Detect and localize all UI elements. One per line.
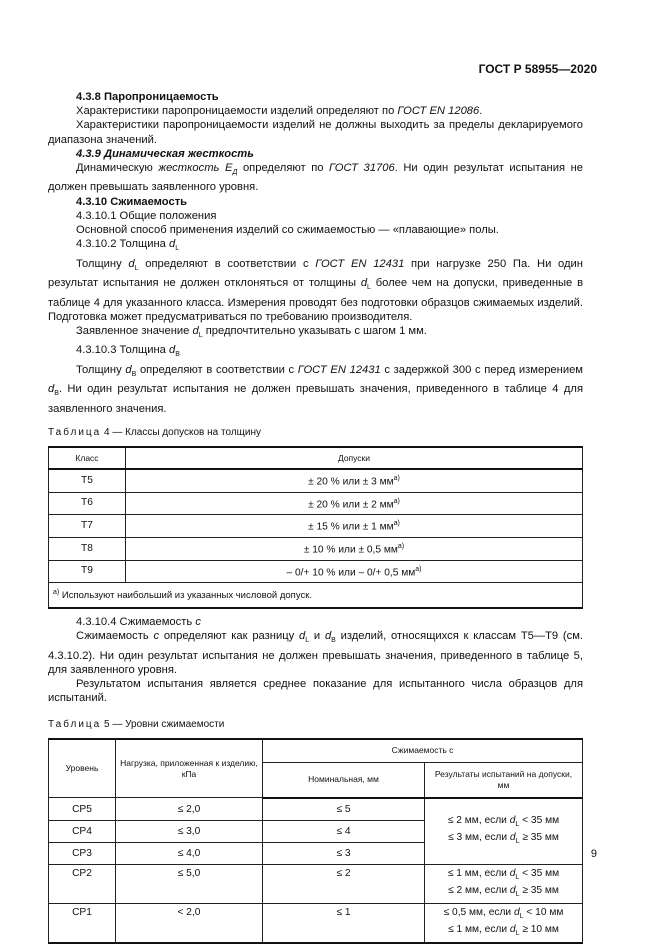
column-header-level: Уровень — [49, 739, 116, 798]
paragraph: Заявленное значение $d_L$ предпочтительно указывать с шагом 1 мм. — [76, 324, 427, 340]
column-header-compressibility: Сжимаемость c — [263, 739, 583, 763]
section-title-4-3-10: 4.3.10 Сжимаемость — [76, 195, 188, 208]
column-header-class: Класс — [49, 447, 126, 469]
column-header-load: Нагрузка, приложенная к изделию, кПа — [116, 739, 263, 798]
table-row: T6 ± 20 % или ± 2 $мм^{а)}$ — [49, 492, 583, 515]
tolerance-cell: ≤ 0,5 мм, если $d_L < 10$ мм ≤ 1 мм, если $d_L \ge 10$ мм — [425, 903, 583, 943]
paragraph: Характеристики паропроницаемости изделий определяют по ГОСТ EN 12086. — [76, 105, 483, 118]
table-row: CP1 < 2,0 ≤ 1 ≤ 0,5 мм, если $d_L < 10$ мм ≤ 1 мм, если $d_L \ge 10$ мм — [49, 903, 583, 943]
table-row: CP3 ≤ 4,0 ≤ 3 — [49, 842, 583, 864]
table-row: T7 ± 15 % или ± 1 $мм^{а)}$ — [49, 515, 583, 538]
paragraph: Сжимаемость c определяют как разницу $d_L$ и $d_B$ изделий, относящихся к классам Т5—Т9 (см. 4.3.10.2). Ни один результат испытания не должен превышать значения, приведенного в таблице 5, для заявленного уровня. — [48, 630, 584, 676]
paragraph: Результатом испытания является среднее показание для испытанного числа образцов для испытаний. — [48, 678, 583, 705]
table-5-caption: Таблица 5 — Уровни сжимаемости — [48, 718, 225, 730]
page-number: 9 — [590, 848, 597, 860]
table-row: CP5 ≤ 2,0 ≤ 5 ≤ 2 мм, если $d_L < 35$ мм ≤ 3 мм, если $d_L \ge 35$ мм — [49, 798, 583, 821]
table-row: T5 ± 20 % или ± 3 $мм^{а)}$ — [49, 469, 583, 492]
subsection-title: 4.3.10.3 Толщина $d_B$ — [76, 344, 180, 359]
paragraph: Характеристики паропроницаемости изделий не должны выходить за пределы декларируемого диапазона значений. — [48, 119, 583, 146]
subsection-title: 4.3.10.2 Толщина $d_L$ — [76, 238, 180, 253]
tolerance-cell: ≤ 2 мм, если $d_L < 35$ мм ≤ 3 мм, если $d_L \ge 35$ мм — [425, 798, 583, 865]
table-4-caption: Таблица 4 — Классы допусков на толщину — [48, 426, 261, 438]
subsection-title: 4.3.10.4 Сжимаемость c — [76, 616, 201, 629]
tolerance-cell: ≤ 1 мм, если $d_L < 35$ мм ≤ 2 мм, если $d_L \ge 35$ мм — [425, 864, 583, 903]
subsection-title: 4.3.10.1 Общие положения — [76, 209, 217, 222]
column-header-test-results: Результаты испытаний на допуски, мм — [425, 762, 583, 798]
paragraph: Динамическую жесткость $E_Д$ определяют по ГОСТ 31706. Ни один результат испытания не должен превышать заявленного уровня. — [48, 162, 583, 194]
document-header: ГОСТ Р 58955—2020 — [478, 62, 597, 76]
section-title-4-3-9: 4.3.9 Динамическая жесткость — [76, 147, 254, 160]
table-row: T8 ± 10 % или ± 0,5 $мм^{а)}$ — [49, 537, 583, 560]
paragraph: Толщину $d_B$ определяют в соответствии с ГОСТ EN 12431 с задержкой 300 с перед измерением $d_B$. Ни один результат испытания не должен превышать значения, приведенного в таблице 4 для заявленного значения. — [48, 363, 583, 415]
table-row: CP2 ≤ 5,0 ≤ 2 ≤ 1 мм, если $d_L < 35$ мм ≤ 2 мм, если $d_L \ge 35$ мм — [49, 864, 583, 903]
tolerance-classes-table — [48, 446, 583, 609]
table-row: T9 – 0/+ 10 % или – 0/+ 0,5 $мм^{а)}$ — [49, 560, 583, 583]
column-header-tolerance: Допуски — [126, 447, 583, 469]
table-footnote: $^{а)}$ Используют наибольший из указанных числовой допуск. — [49, 583, 583, 609]
column-header-nominal: Номинальная, мм — [263, 762, 425, 798]
table-row: CP4 ≤ 3,0 ≤ 4 — [49, 820, 583, 842]
page-content — [48, 90, 583, 944]
section-title-4-3-8: 4.3.8 Паропроницаемость — [76, 91, 219, 103]
compressibility-levels-table — [48, 738, 583, 944]
paragraph: Толщину $d_L$ определяют в соответствии с ГОСТ EN 12431 при нагрузке 250 Па. Ни один результат испытания не должен отклоняться от толщины $d_L$ более чем на допуски, приведенные в таблице 4 для указанного класса. Измерения проводят без подготовки образцов сжимаемых изделий. Подготовка может предусматриваться по требованию производителя. — [48, 257, 584, 323]
paragraph: Основной способ применения изделий со сжимаемостью — «плавающие» полы. — [76, 224, 499, 237]
